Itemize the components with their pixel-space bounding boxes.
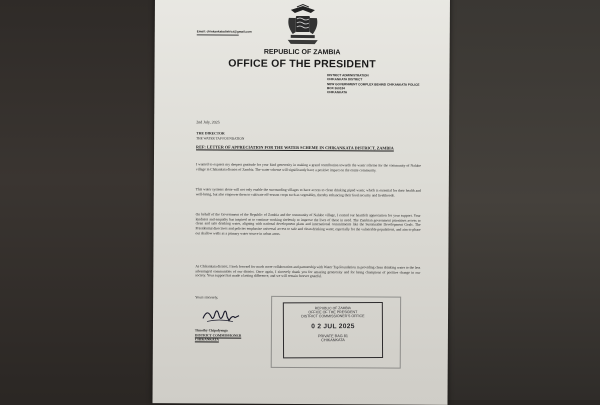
letter-closing: Yours sincerely, <box>195 295 219 300</box>
letter-date: 2nd July, 2025 <box>196 119 220 125</box>
letterhead-address <box>327 73 420 95</box>
official-stamp <box>283 302 383 358</box>
stamp-line: CHIKANKATA <box>321 338 345 343</box>
stamp-line: REPUBLIC OF ZAMBIA <box>314 306 351 311</box>
body-paragraph: As Chikankata district, I look forward for much more collaboration and partnership with Water Tap Foundation in providing clean drinking water to the less advantaged communities of our district. Once again, I sincerely thank you for amazing generosity and for being champions of positive change in our society. Your support has made a lasting difference, and we will remain forever grateful. <box>195 264 421 279</box>
letterhead-office: OFFICE OF THE PRESIDENT <box>228 57 376 71</box>
address-line: CHIKANKATA DISTRICT <box>327 77 363 82</box>
signer-name: Timothy Chipofyenga <box>194 328 228 333</box>
address-line: DISTRICT ADMINISTRATION <box>327 73 369 78</box>
signer-district: CHIKANKATA <box>194 337 219 342</box>
letter-page <box>152 0 449 405</box>
background-right <box>448 0 600 400</box>
signer-block <box>195 328 241 342</box>
address-line: BOX 360184 <box>326 86 345 91</box>
coat-of-arms-icon <box>285 4 321 46</box>
letterhead-country: REPUBLIC OF ZAMBIA <box>263 48 341 57</box>
signature-icon <box>201 306 241 324</box>
email-underline <box>197 34 239 35</box>
letter-subject: REF: LETTER OF APPRECIATION FOR THE WATER SCHEME IN CHIKANKATA DISTRICT, ZAMBIA <box>196 144 394 151</box>
letterhead-email: Email: chinkankatadistrict@gmail.com <box>196 29 252 34</box>
address-line: CHIKANKATA <box>326 90 348 95</box>
background-left <box>0 0 158 400</box>
stamp-line: OFFICE OF THE PRESIDENT <box>308 310 358 315</box>
recipient-title: THE DIRECTOR <box>196 131 225 136</box>
stamp-line: DISTRICT COMMISSIONER'S OFFICE <box>301 314 365 319</box>
stamp-line: PRIVATE BAG 81 <box>317 334 348 339</box>
recipient-organisation: THE WATER TAP FOUNDATION <box>196 136 245 141</box>
stamp-date: 0 2 JUL 2025 <box>311 323 355 331</box>
address-line: NEW GOVERNMENT COMPLEX BEHIND CHIKANKATA POLICE <box>327 81 420 87</box>
signer-title: DISTRICT COMMISSIONER <box>194 332 242 338</box>
body-paragraph: This water systems alone will not only enable the surrounding villages to have access to clean drinking piped water, which is essential for their health and well-being, but also empower them to cultivate off-season crops such as vegetables, thereby enhancing their food security and livelihoods. <box>195 187 421 198</box>
body-paragraph: I wanted to express my deepest gratitude for your kind generosity in making a grand contribution towards the water scheme for the community of Nalube village in Chikankata district of Zambia. The water scheme will significantly have a positive impact on the entire community. <box>195 162 421 173</box>
body-paragraph: On behalf of the Government of the Republic of Zambia and the community of Nalube village, I extend our heartfelt appreciation for your support. Your kindness and empathy has inspired us to continue working tirelessly to improve the lives of those in need. The Zambian government prioritises access to clean and safe drinking water, aligning with national development plans and international commitments like the Sustainable Development Goals. The Presidential directives and policies emphasize universal access to safe and clean drinking water, especially for the vulnerable populations, and aim to phase out shallow wells as a primary water source in urban areas. <box>195 212 421 236</box>
